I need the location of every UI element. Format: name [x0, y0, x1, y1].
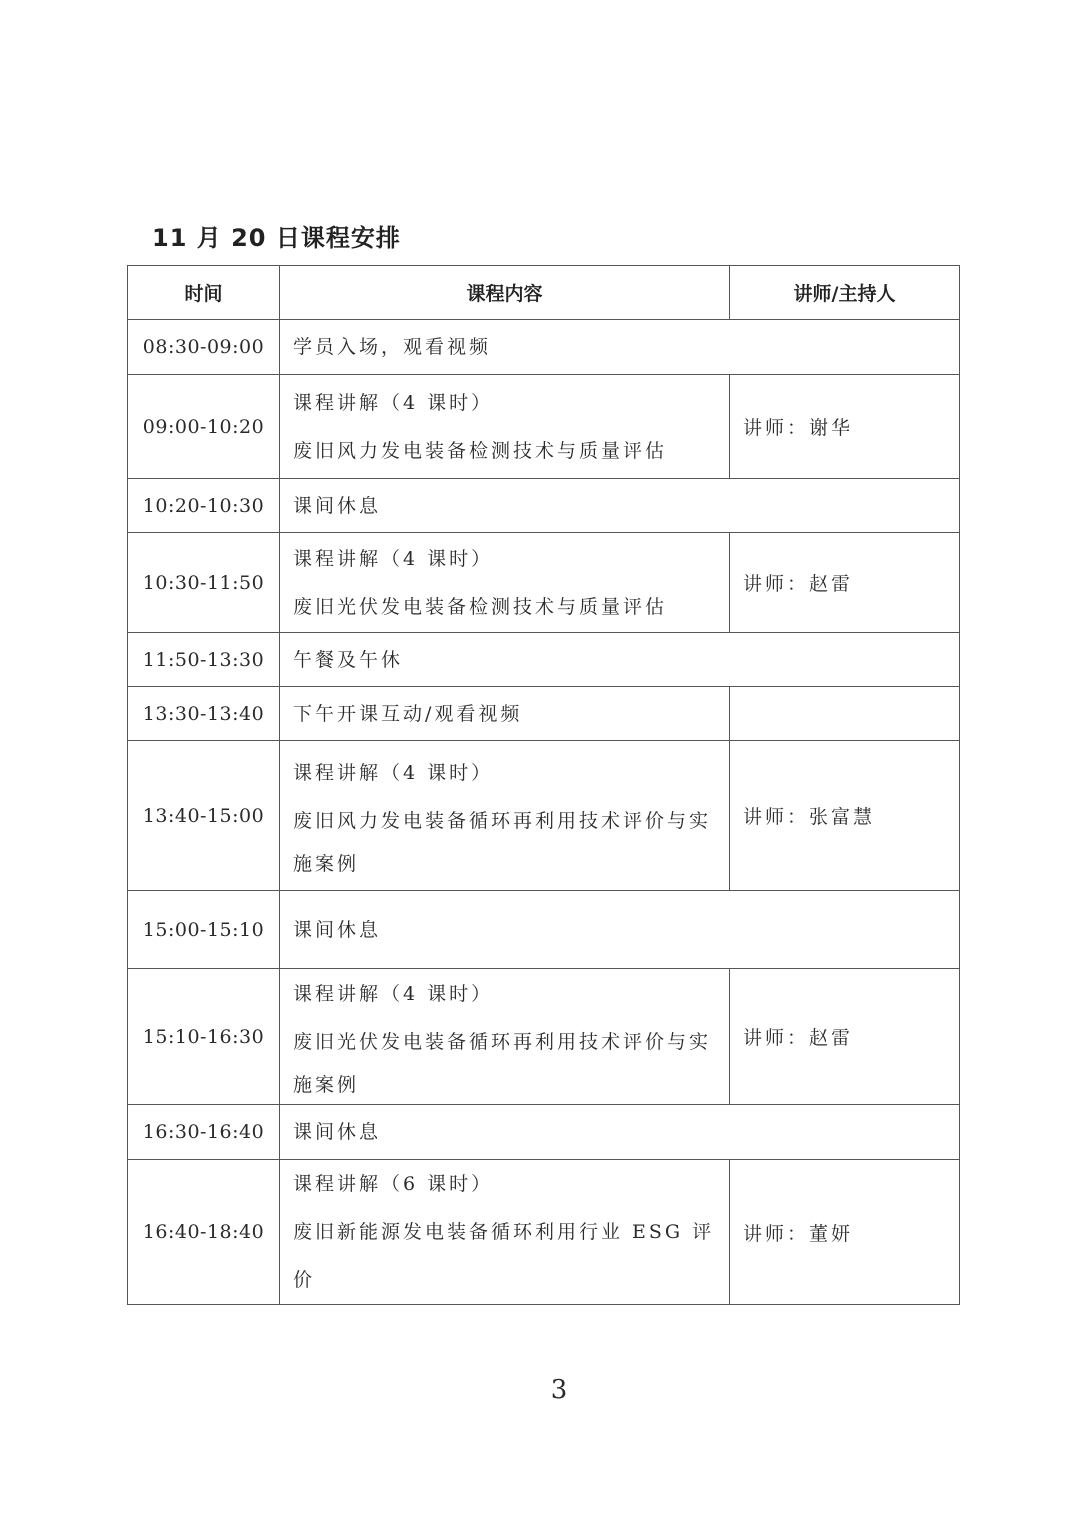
content-line: 课程讲解（4 课时） [293, 391, 494, 414]
content-line: 课间休息 [293, 494, 382, 517]
content-line: 课间休息 [293, 1121, 382, 1143]
table-row [128, 891, 960, 969]
content-line: 废旧光伏发电装备检测技术与质量评估 [293, 595, 668, 618]
time-cell: 15:00-15:10 [128, 891, 280, 969]
table-row [128, 633, 960, 687]
speaker-cell: 讲师：赵雷 [730, 533, 960, 633]
table-row [128, 320, 960, 375]
speaker-cell [730, 687, 960, 741]
content-cell [280, 969, 730, 1105]
time-cell: 13:40-15:00 [128, 741, 280, 891]
content-line: 午餐及午休 [293, 648, 404, 671]
content-line: 下午开课互动/观看视频 [293, 702, 523, 725]
content-line: 施案例 [293, 1073, 360, 1096]
table-header-row [128, 266, 960, 320]
content-line: 废旧风力发电装备循环再利用技术评价与实 [293, 809, 712, 832]
table-row [128, 479, 960, 533]
table-row [128, 1160, 960, 1305]
content-cell [280, 741, 730, 891]
table-row [128, 687, 960, 741]
table-row [128, 969, 960, 1105]
page-title: 11 月 20 日课程安排 [152, 224, 401, 252]
content-cell [280, 687, 730, 741]
content-cell [280, 891, 960, 969]
content-line: 施案例 [293, 852, 360, 875]
header-time: 时间 [128, 266, 280, 320]
header-speaker: 讲师/主持人 [730, 266, 960, 320]
time-cell: 16:40-18:40 [128, 1160, 280, 1305]
content-line: 废旧光伏发电装备循环再利用技术评价与实 [293, 1030, 712, 1053]
content-cell [280, 633, 960, 687]
content-cell [280, 375, 730, 479]
time-cell: 09:00-10:20 [128, 375, 280, 479]
content-cell [280, 1105, 960, 1160]
table-row [128, 1105, 960, 1160]
content-line: 学员入场，观看视频 [293, 336, 492, 358]
time-cell: 15:10-16:30 [128, 969, 280, 1105]
schedule-table [127, 265, 960, 1305]
table-row [128, 741, 960, 891]
content-cell [280, 1160, 730, 1305]
page-number: 3 [550, 1375, 568, 1405]
time-cell: 08:30-09:00 [128, 320, 280, 375]
time-cell: 10:30-11:50 [128, 533, 280, 633]
time-cell: 13:30-13:40 [128, 687, 280, 741]
speaker-cell: 讲师：董妍 [730, 1160, 960, 1305]
content-line: 课程讲解（4 课时） [293, 761, 494, 784]
table-row [128, 375, 960, 479]
table-row [128, 533, 960, 633]
time-cell: 10:20-10:30 [128, 479, 280, 533]
time-cell: 16:30-16:40 [128, 1105, 280, 1160]
content-line: 课程讲解（4 课时） [293, 982, 494, 1005]
time-cell: 11:50-13:30 [128, 633, 280, 687]
content-line: 课程讲解（4 课时） [293, 547, 494, 570]
content-line: 课程讲解（6 课时） [293, 1173, 494, 1195]
content-cell [280, 533, 730, 633]
content-line: 废旧新能源发电装备循环利用行业 ESG 评价 [293, 1221, 715, 1291]
speaker-cell: 讲师：谢华 [730, 375, 960, 479]
content-cell [280, 320, 960, 375]
header-content: 课程内容 [280, 266, 730, 320]
content-cell [280, 479, 960, 533]
content-line: 课间休息 [293, 918, 382, 941]
speaker-cell: 讲师：张富慧 [730, 741, 960, 891]
speaker-cell: 讲师：赵雷 [730, 969, 960, 1105]
content-line: 废旧风力发电装备检测技术与质量评估 [293, 439, 668, 462]
